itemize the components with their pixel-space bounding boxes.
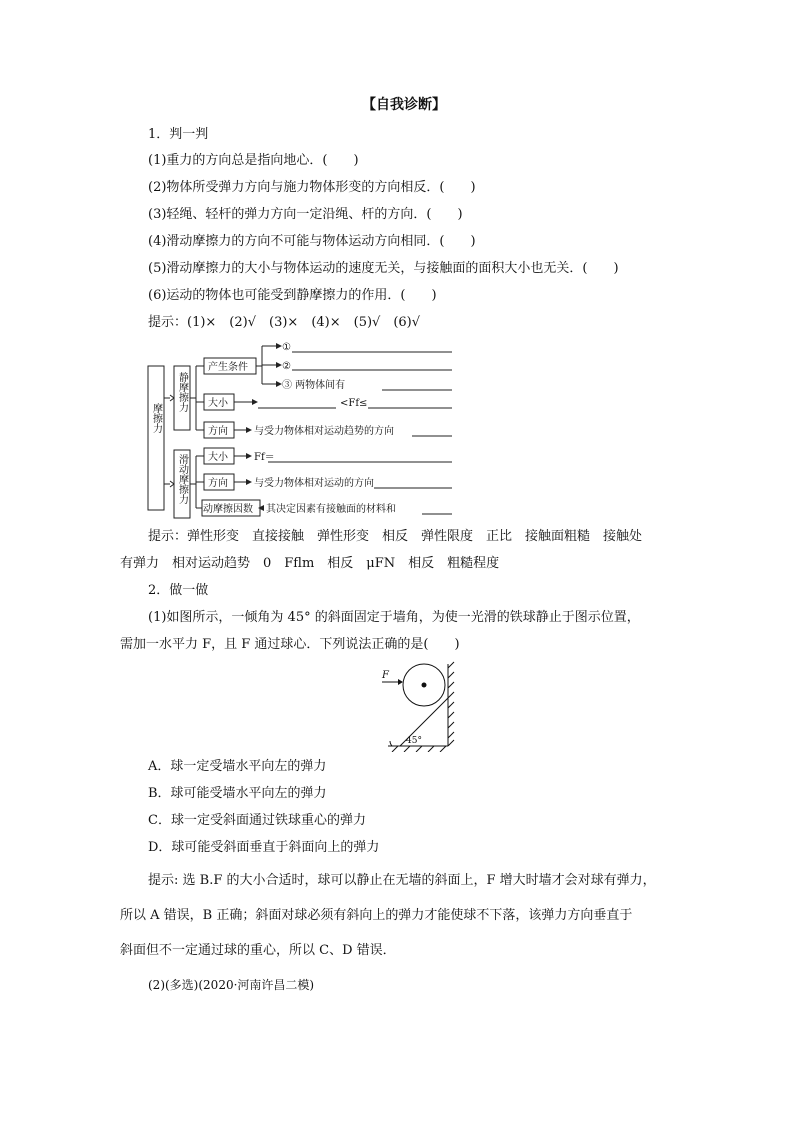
cond-3: ③ 两物体间有 — [282, 380, 346, 391]
section-title: 【自我诊断】 — [362, 97, 446, 113]
static-size-label: 大小 — [208, 398, 228, 409]
q1-item-4: (4)滑动摩擦力的方向不可能与物体运动方向相同．( ) — [148, 234, 476, 249]
hint2-line1: 提示：弹性形变 直接接触 弹性形变 相反 弹性限度 正比 接触面粗糙 接触处 — [148, 529, 643, 544]
option-c: C．球一定受斜面通过铁球重心的弹力 — [148, 813, 366, 828]
q1-heading: 1．判一判 — [148, 127, 209, 142]
q2-p2: (2)(多选)(2020·河南许昌二模) — [148, 978, 315, 992]
q1-item-1: (1)重力的方向总是指向地心．( ) — [148, 153, 359, 168]
root-box — [148, 366, 164, 510]
friction-concept-diagram — [146, 338, 466, 520]
q2-hint-line1: 提示: 选 B.F 的大小合适时，球可以静止在无墙的斜面上，F 增大时墙才会对球有弹力， — [148, 873, 656, 888]
root-label: 摩擦力 — [150, 403, 162, 433]
sliding-size-label: 大小 — [208, 452, 228, 463]
q1-item-6: (6)运动的物体也可能受到静摩擦力的作用．( ) — [148, 288, 437, 303]
sliding-dir-text: 与受力物体相对运动的方向 — [254, 478, 374, 489]
option-b: B．球可能受墙水平向左的弹力 — [148, 786, 327, 801]
q2-hint-line2: 所以 A 错误，B 正确；斜面对球必须有斜向上的弹力才能使球不下落，该弹力方向垂直于 — [120, 908, 633, 923]
q2-p1-line2: 需加一水平力 F，且 F 通过球心．下列说法正确的是( ) — [120, 637, 460, 652]
q2-p1-line1: (1)如图所示，一倾角为 45° 的斜面固定于墙角，为使一光滑的铁球静止于图示位置， — [148, 610, 640, 625]
q1-hint: 提示：(1)× (2)√ (3)× (4)× (5)√ (6)√ — [148, 315, 421, 330]
force-label: F — [382, 670, 389, 681]
q1-item-5: (5)滑动摩擦力的大小与物体运动的速度无关，与接触面的面积大小也无关．( ) — [148, 261, 619, 276]
static-branch-label: 静摩擦力 — [176, 372, 188, 412]
hint2-line2: 有弹力 相对运动趋势 0 Fflm 相反 μFN 相反 粗糙程度 — [120, 556, 500, 571]
cond-1: ① — [282, 342, 291, 353]
static-dir-label: 方向 — [208, 426, 228, 437]
sliding-dir-label: 方向 — [208, 478, 228, 489]
coef-label: 动摩擦因数 — [203, 504, 253, 515]
q1-item-3: (3)轻绳、轻杆的弹力方向一定沿绳、杆的方向．( ) — [148, 207, 463, 222]
sliding-size-text: Ff＝ — [254, 452, 275, 463]
static-dir-text: 与受力物体相对运动趋势的方向 — [254, 426, 394, 437]
cond-label: 产生条件 — [208, 362, 248, 373]
angle-label: 45° — [406, 736, 422, 746]
incline-ball-figure — [368, 658, 468, 752]
option-d: D．球可能受斜面垂直于斜面向上的弹力 — [148, 840, 380, 855]
q1-item-2: (2)物体所受弹力方向与施力物体形变的方向相反．( ) — [148, 180, 476, 195]
coef-text: 其决定因素有接触面的材料和 — [266, 504, 396, 515]
q2-heading: 2．做一做 — [148, 583, 209, 598]
sliding-branch-label: 滑动摩擦力 — [176, 454, 188, 504]
cond-2: ② — [282, 361, 291, 372]
q2-hint-line3: 斜面但不一定通过球的重心，所以 C、D 错误． — [120, 943, 396, 958]
option-a: A．球一定受墙水平向左的弹力 — [148, 759, 327, 774]
static-size-text: <Ff≤ — [340, 398, 368, 409]
